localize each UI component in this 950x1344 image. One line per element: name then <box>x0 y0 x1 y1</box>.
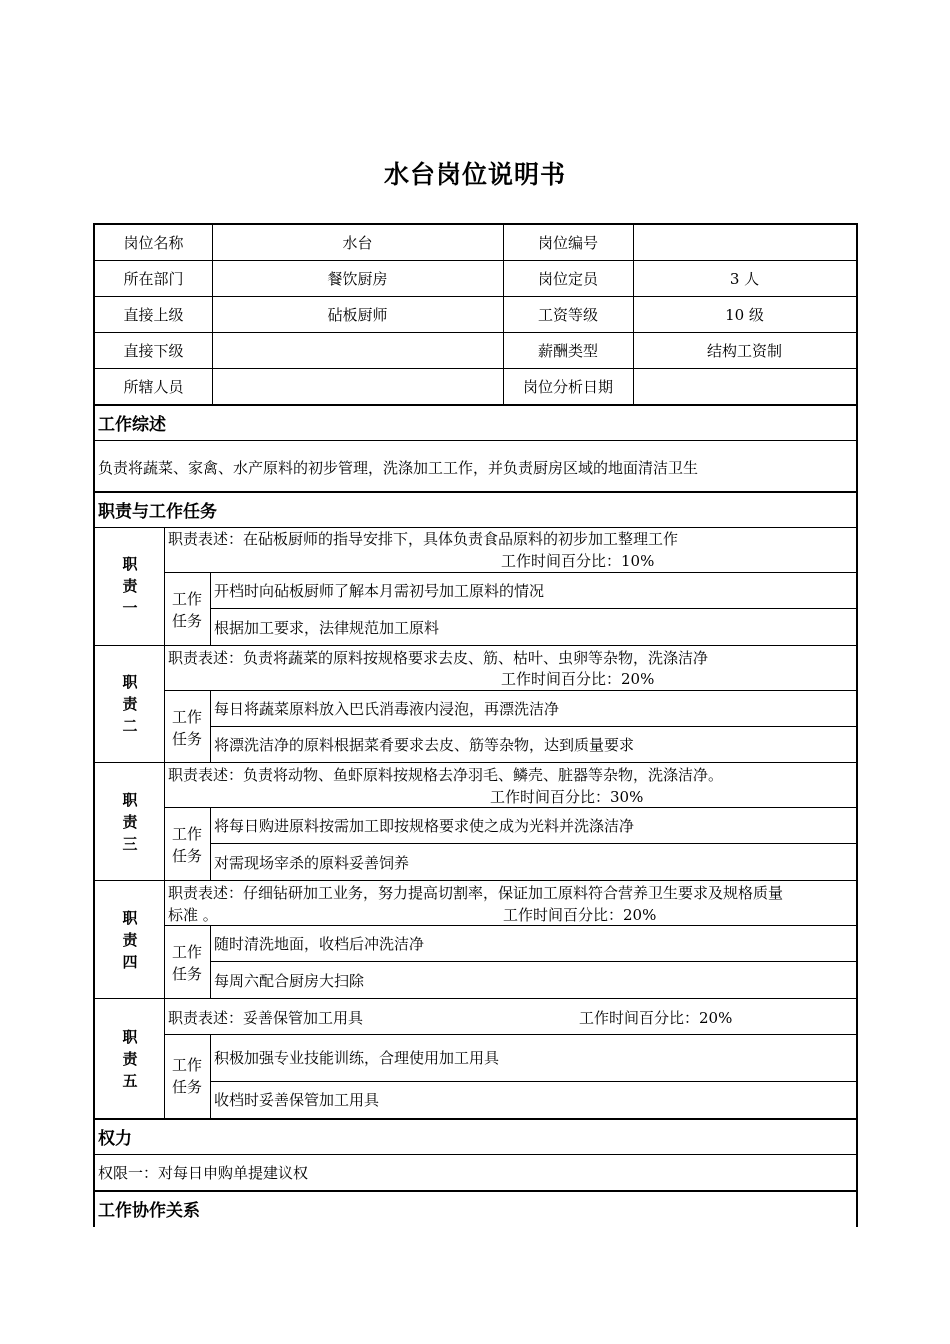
job-description-table <box>93 223 858 1227</box>
duty-1-label: 职责一 <box>122 555 138 617</box>
value-salary-grade: 10 级 <box>725 306 764 324</box>
label-salary-grade: 工资等级 <box>537 306 598 324</box>
row-divider <box>210 726 856 727</box>
duty-1-task-label: 工作任务 <box>171 590 202 630</box>
row-divider <box>210 608 856 609</box>
duty-3-task-2: 对需现场宰杀的原料妥善饲养 <box>214 854 410 872</box>
row-divider <box>95 645 856 646</box>
label-department: 所在部门 <box>123 270 184 288</box>
duty-4-task-2: 每周六配合厨房大扫除 <box>214 972 365 990</box>
duty-3-statement: 职责表述：负责将动物、鱼虾原料按规格去净羽毛、鳞壳、脏器等杂物，洗涤洁净。 <box>168 766 724 784</box>
value-position-name: 水台 <box>342 234 373 252</box>
row-divider <box>95 880 856 881</box>
row-divider <box>95 998 856 999</box>
row-divider <box>95 1154 856 1155</box>
value-headcount: 3 人 <box>729 270 760 288</box>
col-divider <box>210 1034 211 1118</box>
duty-4-statement: 职责表述：仔细钻研加工业务，努力提高切割率，保证加工原料符合营养卫生要求及规格质量 <box>168 884 784 902</box>
duty-2-time: 工作时间百分比：20% <box>501 670 655 688</box>
duty-1-time: 工作时间百分比：10% <box>501 552 655 570</box>
document-title: 水台岗位说明书 <box>383 160 566 189</box>
label-pay-type: 薪酬类型 <box>537 342 598 360</box>
duty-1-task-1: 开档时向砧板厨师了解本月需初号加工原料的情况 <box>214 582 545 600</box>
duty-4-task-1: 随时清洗地面，收档后冲洗洁净 <box>214 935 425 953</box>
duty-2-statement: 职责表述：负责将蔬菜的原料按规格要求去皮、筋、枯叶、虫卵等杂物，洗涤洁净 <box>168 649 709 667</box>
row-divider <box>95 368 856 369</box>
row-divider <box>164 807 856 808</box>
row-divider <box>164 572 856 573</box>
row-divider <box>95 440 856 441</box>
row-divider <box>164 1034 856 1035</box>
duty-5-task-label: 工作任务 <box>171 1056 202 1096</box>
duty-2-task-1: 每日将蔬菜原料放入巴氏消毒液内浸泡，再漂洗洁净 <box>214 700 560 718</box>
duties-header: 职责与工作任务 <box>98 502 217 522</box>
duty-2-label: 职责二 <box>122 673 138 735</box>
label-headcount: 岗位定员 <box>537 270 598 288</box>
authority-text: 权限一：对每日申购单提建议权 <box>98 1164 309 1182</box>
duty-2-task-2: 将漂洗洁净的原料根据菜肴要求去皮、筋等杂物，达到质量要求 <box>214 736 635 754</box>
duty-3-task-1: 将每日购进原料按需加工即按规格要求使之成为光料并洗涤洁净 <box>214 817 635 835</box>
label-staff: 所辖人员 <box>123 378 184 396</box>
section-divider <box>95 404 856 406</box>
row-divider <box>164 925 856 926</box>
label-supervisor: 直接上级 <box>123 306 184 324</box>
row-divider <box>164 690 856 691</box>
summary-text: 负责将蔬菜、家禽、水产原料的初步管理，洗涤加工工作，并负责厨房区域的地面清洁卫生 <box>98 459 699 477</box>
duty-4-task-label: 工作任务 <box>171 943 202 983</box>
section-divider <box>95 1118 856 1120</box>
label-subordinate: 直接下级 <box>123 342 184 360</box>
row-divider <box>95 332 856 333</box>
duty-4-statement-cont: 标准 。 <box>168 906 218 924</box>
col-divider <box>164 527 165 1118</box>
value-supervisor: 砧板厨师 <box>327 306 388 324</box>
row-divider <box>95 296 856 297</box>
duty-5-task-1: 积极加强专业技能训练，合理使用加工用具 <box>214 1049 500 1067</box>
label-position-code: 岗位编号 <box>537 234 598 252</box>
label-position-name: 岗位名称 <box>123 234 184 252</box>
label-analysis-date: 岗位分析日期 <box>522 378 613 396</box>
authority-header: 权力 <box>98 1129 132 1149</box>
duty-5-label: 职责五 <box>122 1028 138 1090</box>
value-pay-type: 结构工资制 <box>706 342 782 360</box>
row-divider <box>95 260 856 261</box>
row-divider <box>95 527 856 528</box>
row-divider <box>210 843 856 844</box>
duty-5-time: 工作时间百分比：20% <box>579 1009 733 1027</box>
duty-4-label: 职责四 <box>122 909 138 971</box>
duty-4-time: 工作时间百分比：20% <box>503 906 657 924</box>
duty-1-task-2: 根据加工要求，法律规范加工原料 <box>214 619 440 637</box>
section-divider <box>95 491 856 493</box>
duty-5-task-2: 收档时妥善保管加工用具 <box>214 1091 380 1109</box>
duty-2-task-label: 工作任务 <box>171 708 202 748</box>
duty-3-time: 工作时间百分比：30% <box>490 788 644 806</box>
summary-header: 工作综述 <box>98 415 166 435</box>
row-divider <box>210 961 856 962</box>
duty-3-label: 职责三 <box>122 791 138 853</box>
value-department: 餐饮厨房 <box>327 270 388 288</box>
cooperation-header: 工作协作关系 <box>98 1201 200 1221</box>
row-divider <box>95 762 856 763</box>
duty-3-task-label: 工作任务 <box>171 825 202 865</box>
section-divider <box>95 1190 856 1192</box>
row-divider <box>210 1081 856 1082</box>
duty-1-statement: 职责表述：在砧板厨师的指导安排下，具体负责食品原料的初步加工整理工作 <box>168 530 679 548</box>
duty-5-statement: 职责表述：妥善保管加工用具 <box>168 1009 364 1027</box>
